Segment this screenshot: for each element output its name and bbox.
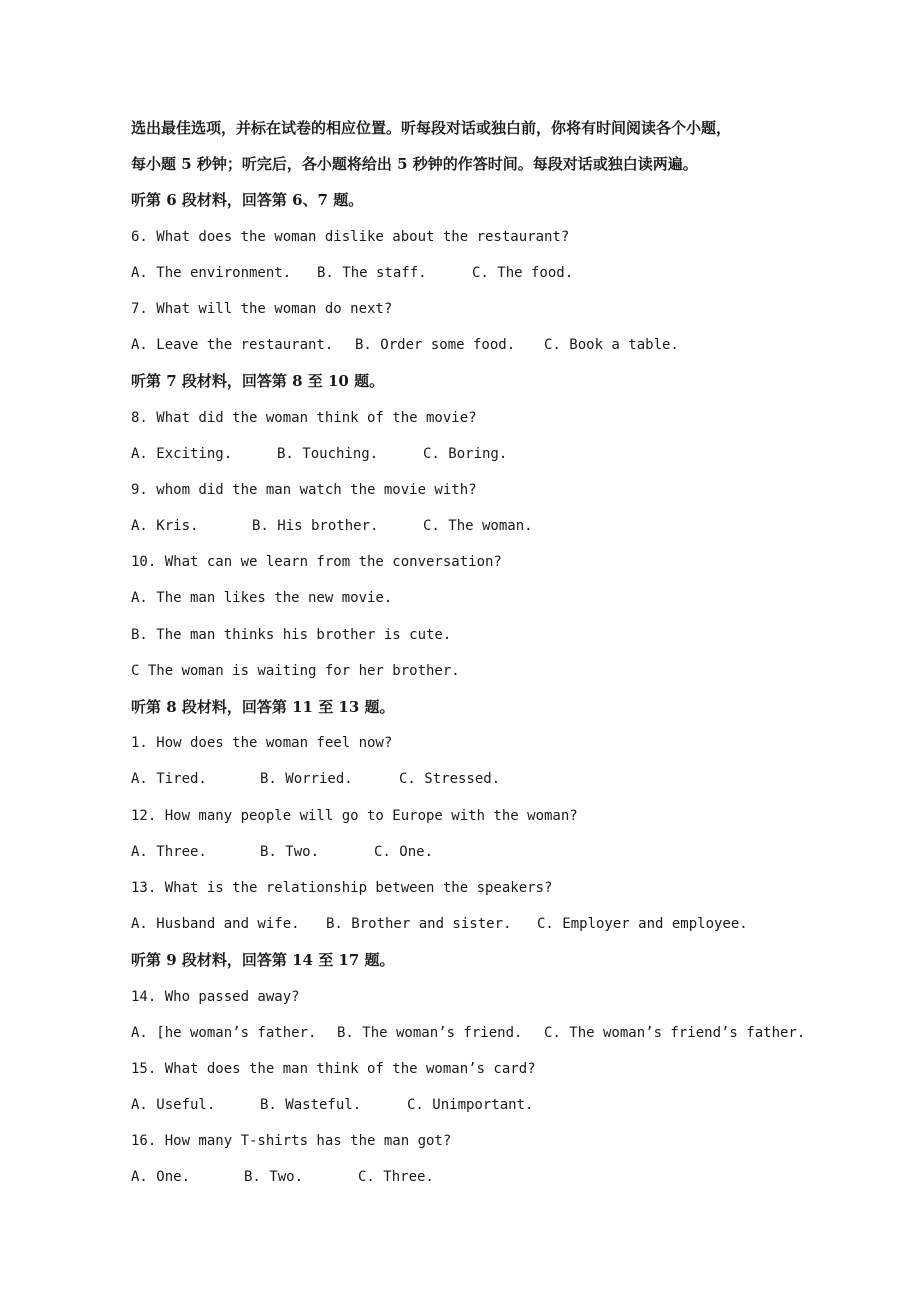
option-b: B. Order some food. <box>355 337 516 354</box>
option-a: A. Useful. <box>131 1097 216 1114</box>
options-16 <box>131 1159 831 1195</box>
option-c: C. Unimportant. <box>407 1097 534 1114</box>
options-6 <box>131 255 831 291</box>
option-a: A. One. <box>131 1169 191 1186</box>
question-13: 13. What is the relationship between the speakers? <box>131 879 553 896</box>
option-a: A. Leave the restaurant. <box>131 337 334 354</box>
option-b: B. Wasteful. <box>260 1097 362 1114</box>
question-11: 1. How does the woman feel now? <box>131 735 393 752</box>
options-9 <box>131 508 831 544</box>
question-7: 7. What will the woman do next? <box>131 300 393 317</box>
option-a: A. Exciting. <box>131 445 233 462</box>
option-a: A. The environment. <box>131 264 292 281</box>
option-c: C. Stressed. <box>399 771 501 788</box>
option-a: A. [he woman’s father. <box>131 1024 317 1041</box>
options-8 <box>131 436 831 472</box>
question-10: 10. What can we learn from the conversation? <box>131 554 502 571</box>
question-12: 12. How many people will go to Europe with the woman? <box>131 807 578 824</box>
option-a: A. Husband and wife. <box>131 916 300 933</box>
option-c: C. One. <box>374 843 434 860</box>
option-c: C. The woman. <box>423 518 533 535</box>
option-c: C. The woman’s friend’s father. <box>544 1024 806 1041</box>
section-heading-9: 听第 9 段材料，回答第 14 至 17 题。 <box>131 951 395 970</box>
question-9: 9. whom did the man watch the movie with? <box>131 481 477 498</box>
option-a: A. Kris. <box>131 518 199 535</box>
section-heading-8: 听第 8 段材料，回答第 11 至 13 题。 <box>131 698 395 716</box>
option-10-c: C The woman is waiting for her brother. <box>131 662 460 679</box>
option-b: B. Two. <box>260 843 320 860</box>
question-16: 16. How many T-shirts has the man got? <box>131 1133 452 1150</box>
question-14: 14. Who passed away? <box>131 988 300 1005</box>
option-b: B. The woman’s friend. <box>337 1024 523 1041</box>
options-12 <box>131 834 831 870</box>
option-c: C. Book a table. <box>544 337 679 354</box>
option-a: A. Tired. <box>131 771 207 788</box>
options-15 <box>131 1087 831 1123</box>
option-b: B. Two. <box>244 1169 304 1186</box>
section-heading-7: 听第 7 段材料，回答第 8 至 10 题。 <box>131 372 385 391</box>
instructions-line-2: 每小题 5 秒钟；听完后，各小题将给出 5 秒钟的作答时间。每段对话或独白读两遍。 <box>131 155 698 174</box>
option-b: B. Brother and sister. <box>326 916 512 933</box>
option-c: C. The food. <box>472 264 574 281</box>
option-c: C. Employer and employee. <box>537 916 748 933</box>
exam-page <box>131 110 831 1196</box>
question-15: 15. What does the man think of the woman’s card? <box>131 1060 536 1077</box>
option-10-a: A. The man likes the new movie. <box>131 590 393 607</box>
option-c: C. Three. <box>358 1169 434 1186</box>
question-8: 8. What did the woman think of the movie? <box>131 409 477 426</box>
instructions-line-1: 选出最佳选项，并标在试卷的相应位置。听每段对话或独白前，你将有时间阅读各个小题， <box>131 119 732 137</box>
options-7 <box>131 327 831 363</box>
option-10-b: B. The man thinks his brother is cute. <box>131 626 452 643</box>
options-14 <box>131 1015 831 1051</box>
option-b: B. Touching. <box>277 445 379 462</box>
question-6: 6. What does the woman dislike about the restaurant? <box>131 228 570 245</box>
option-a: A. Three. <box>131 843 207 860</box>
option-c: C. Boring. <box>423 445 508 462</box>
option-b: B. Worried. <box>260 771 353 788</box>
section-heading-6: 听第 6 段材料，回答第 6、7 题。 <box>131 191 364 210</box>
option-b: B. The staff. <box>317 264 427 281</box>
options-13 <box>131 906 831 942</box>
options-11 <box>131 761 831 797</box>
option-b: B. His brother. <box>252 518 379 535</box>
